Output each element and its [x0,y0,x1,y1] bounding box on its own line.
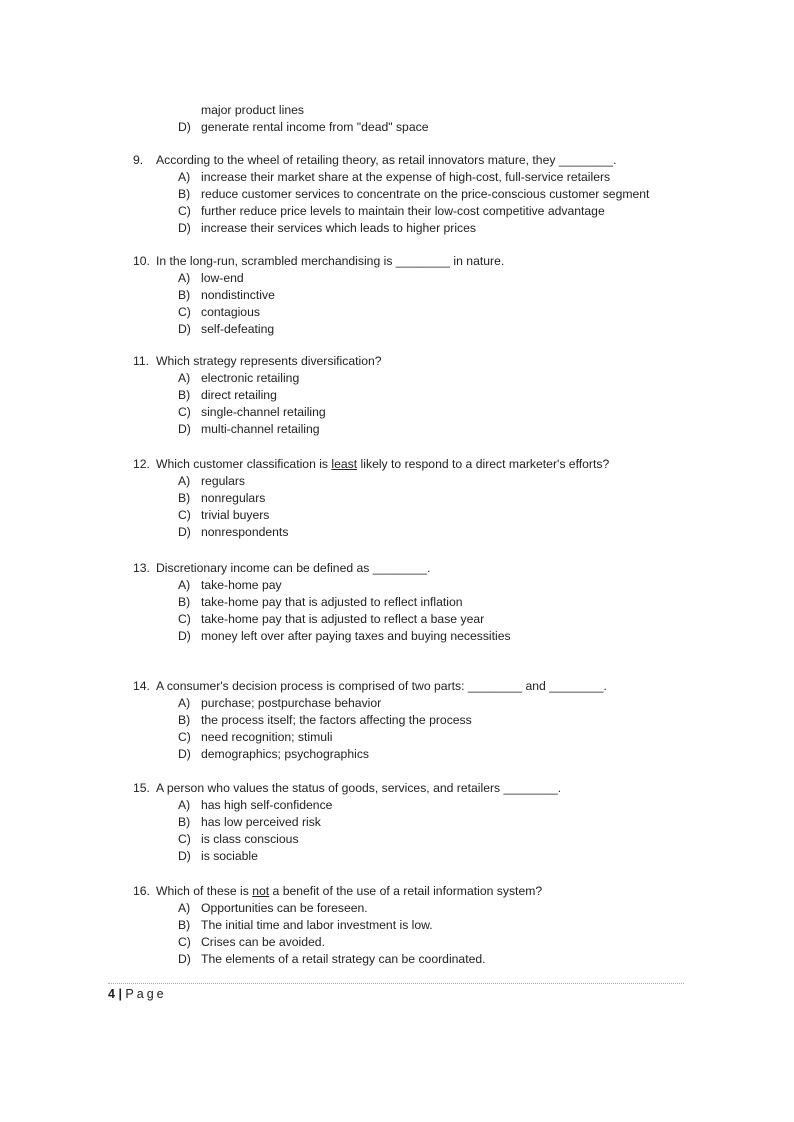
option-text: purchase; postpurchase behavior [201,696,382,710]
option-letter: B) [178,491,191,505]
option-letter: C) [178,612,191,626]
option-text: Crises can be avoided. [201,935,325,949]
question-text [156,560,430,577]
question-text-part: Discretionary income can be defined as ________. [156,561,431,575]
option-text: has low perceived risk [201,815,321,829]
option-text: demographics; psychographics [201,747,370,761]
footer-divider [108,983,684,984]
option-text: need recognition; stimuli [201,730,333,744]
option-letter: A) [178,371,191,385]
question-text [156,780,561,797]
question-number: 11. [133,354,150,368]
question-text-part: Which customer classification is [156,457,332,471]
option-text: take-home pay that is adjusted to reflect inflation [201,595,463,609]
option-letter: D) [178,747,191,761]
question-text-part: A consumer's decision process is comprised of two parts: ________ and ________. [156,679,607,693]
option-text: is class conscious [201,832,299,846]
option-text: the process itself; the factors affecting the process [201,713,472,727]
question-text-part: In the long-run, scrambled merchandising is ________ in nature. [156,254,505,268]
option-text: direct retailing [201,388,277,402]
option-text: electronic retailing [201,371,300,385]
option-letter: C) [178,935,191,949]
option-text: self-defeating [201,322,275,336]
question-text [156,253,504,270]
option-text: trivial buyers [201,508,270,522]
question-number: 9. [133,153,144,167]
option-letter: A) [178,578,191,592]
option-text: money left over after paying taxes and buying necessities [201,629,511,643]
question-text [156,353,382,370]
question-number: 13. [133,561,150,575]
option-letter: D) [178,629,191,643]
option-letter: A) [178,901,191,915]
option-text: nonregulars [201,491,266,505]
question-text-part: Which of these is [156,884,253,898]
option-text: further reduce price levels to maintain their low-cost competitive advantage [201,204,605,218]
option-text: nonrespondents [201,525,289,539]
question-text-part: likely to respond to a direct marketer's efforts? [357,457,610,471]
option-text: low-end [201,271,244,285]
page-number: 4 [108,987,115,1001]
question-text-part: a benefit of the use of a retail information system? [269,884,543,898]
option-text: reduce customer services to concentrate on the price-conscious customer segment [201,187,650,201]
emphasis-underlined: least [331,457,358,471]
option-letter: C) [178,305,191,319]
question-text [156,456,609,473]
question-number: 14. [133,679,150,693]
footer-separator: | [118,987,122,1001]
option-letter: B) [178,918,191,932]
question-text [156,152,616,169]
option-letter: B) [178,815,191,829]
option-text: is sociable [201,849,258,863]
option-letter: D) [178,525,191,539]
page-label: Page [125,987,167,1001]
option-text: generate rental income from "dead" space [201,120,429,134]
option-letter: D) [178,952,191,966]
option-letter: D) [178,120,191,134]
continuation-text: major product lines [201,103,304,117]
option-text: nondistinctive [201,288,275,302]
option-text: single-channel retailing [201,405,326,419]
option-letter: C) [178,405,191,419]
question-text [156,883,542,900]
question-text-part: According to the wheel of retailing theory, as retail innovators mature, they ________. [156,153,617,167]
question-text-part: Which strategy represents diversification? [156,354,382,368]
option-letter: C) [178,204,191,218]
question-number: 10. [133,254,150,268]
question-text-part: A person who values the status of goods, services, and retailers ________. [156,781,562,795]
option-letter: D) [178,849,191,863]
option-letter: A) [178,798,191,812]
option-text: Opportunities can be foreseen. [201,901,368,915]
option-letter: D) [178,221,191,235]
question-text [156,678,607,695]
option-text: increase their market share at the expense of high-cost, full-service retailers [201,170,611,184]
option-letter: C) [178,508,191,522]
option-letter: B) [178,187,191,201]
option-letter: B) [178,595,191,609]
question-number: 12. [133,457,150,471]
option-letter: B) [178,288,191,302]
option-text: The initial time and labor investment is low. [201,918,433,932]
option-letter: C) [178,832,191,846]
option-text: regulars [201,474,246,488]
option-letter: A) [178,271,191,285]
option-text: increase their services which leads to higher prices [201,221,477,235]
option-text: The elements of a retail strategy can be coordinated. [201,952,486,966]
option-letter: A) [178,474,191,488]
question-number: 16. [133,884,150,898]
option-text: contagious [201,305,260,319]
option-text: has high self-confidence [201,798,333,812]
option-letter: A) [178,170,191,184]
option-text: take-home pay that is adjusted to reflect a base year [201,612,485,626]
question-number: 15. [133,781,150,795]
continuation-option-d [178,119,429,136]
option-letter: A) [178,696,191,710]
page-footer [108,987,167,1001]
option-letter: B) [178,388,191,402]
option-letter: D) [178,322,191,336]
option-letter: B) [178,713,191,727]
option-text: take-home pay [201,578,282,592]
option-letter: C) [178,730,191,744]
emphasis-underlined: not [252,884,270,898]
option-letter: D) [178,422,191,436]
option-text: multi-channel retailing [201,422,320,436]
